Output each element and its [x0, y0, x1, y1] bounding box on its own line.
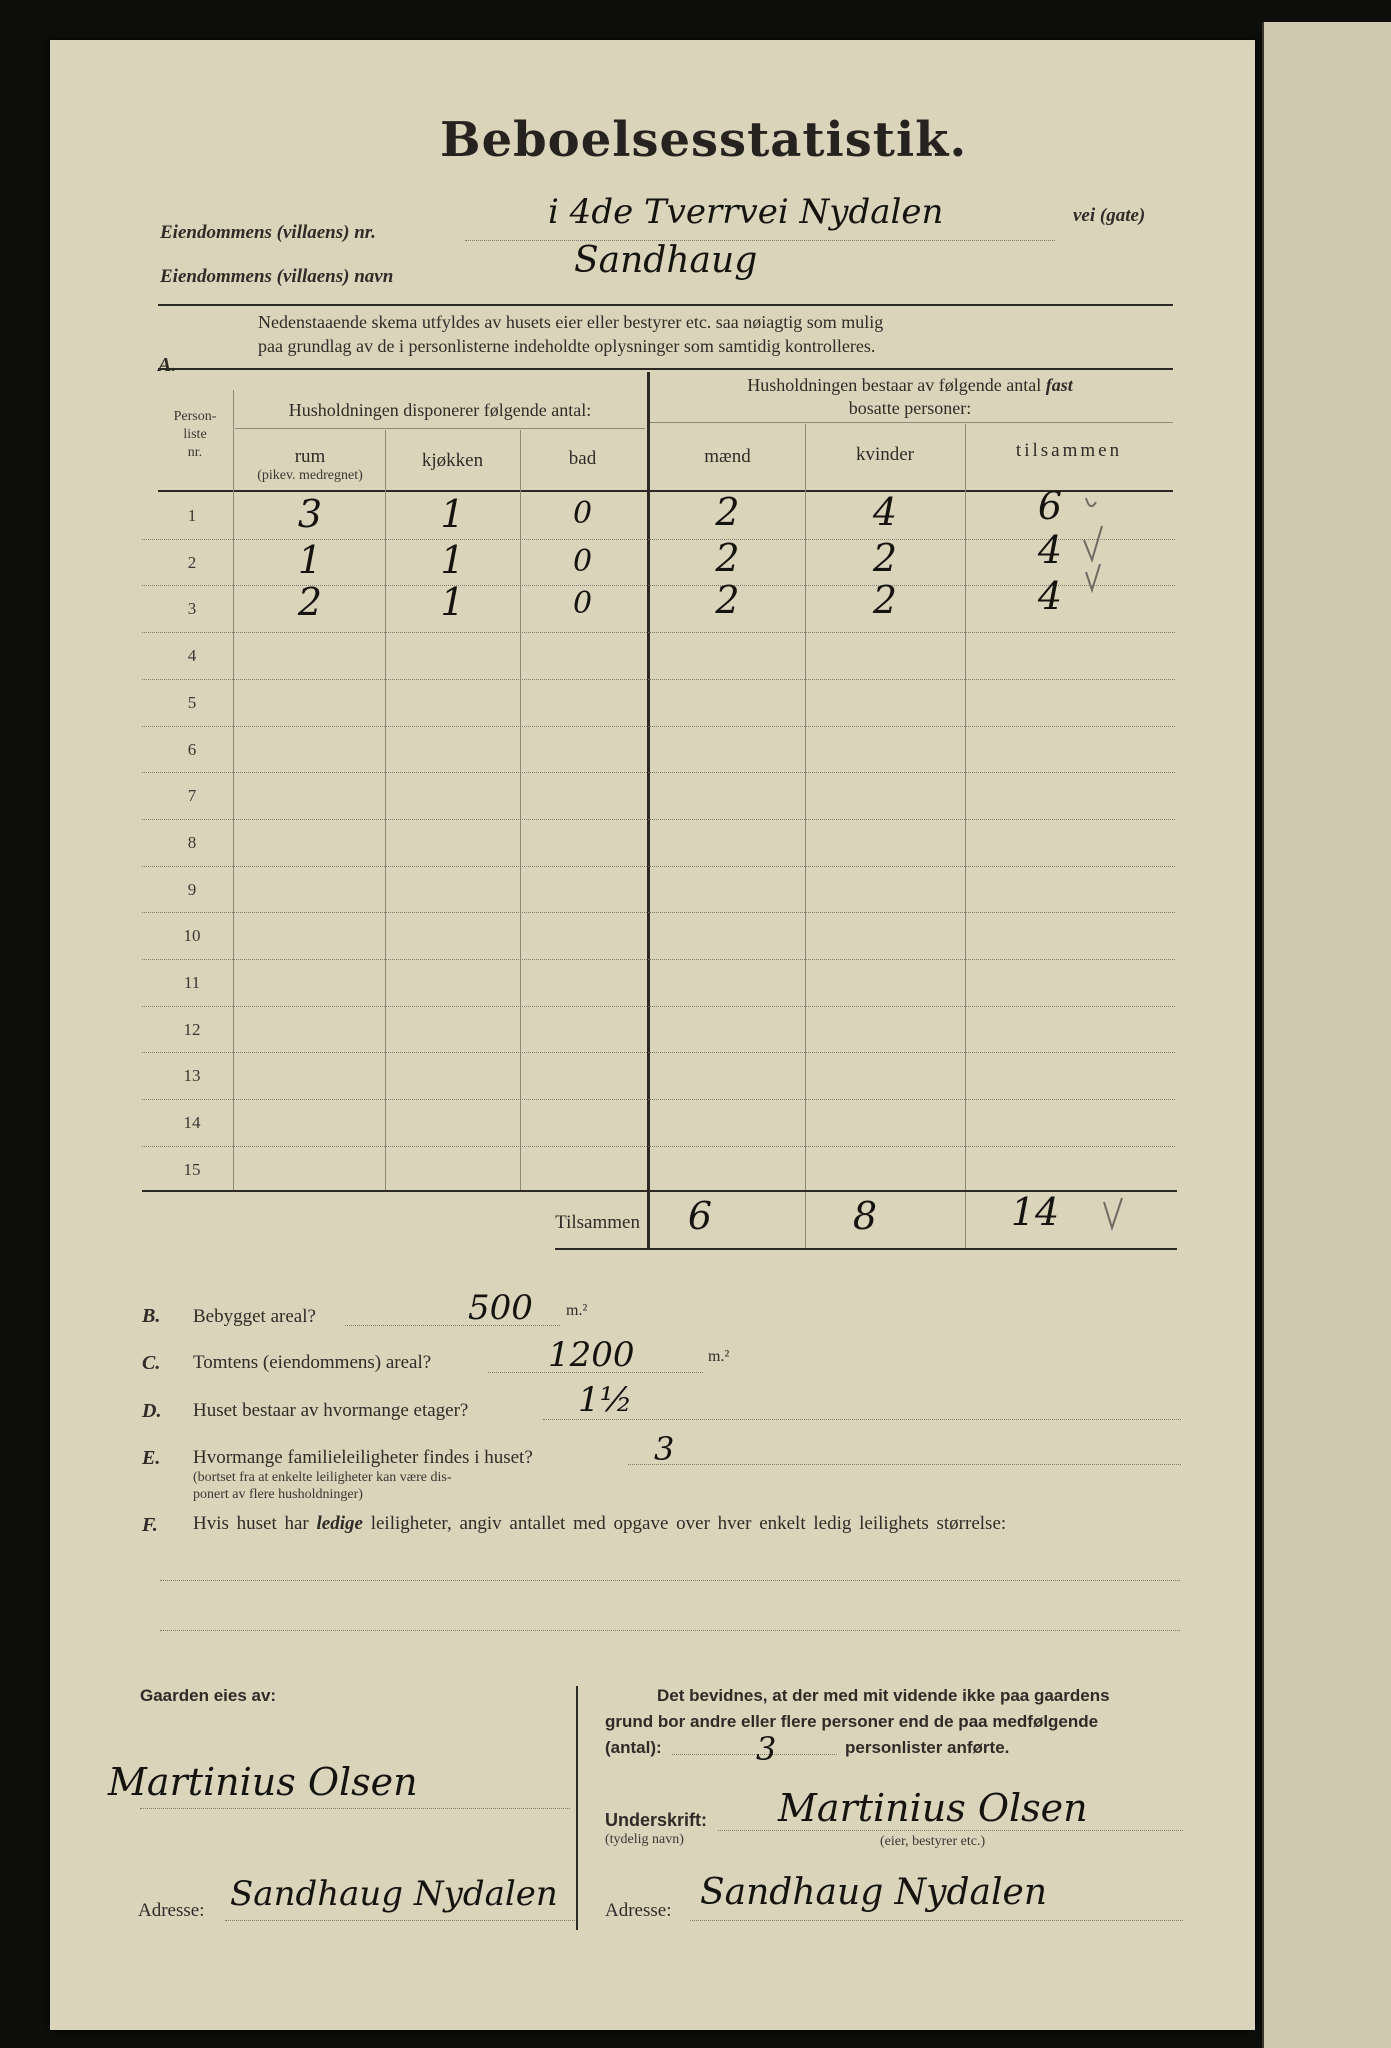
row3-rum: 2 [297, 580, 323, 624]
row1-tilsammen: 6 [1037, 484, 1063, 528]
row-number: 3 [187, 599, 197, 618]
total-tilsammen: 14 [1010, 1190, 1060, 1234]
row3-kjokken: 1 [440, 580, 465, 624]
property-number-line [465, 240, 1055, 241]
section-b-letter: B. [142, 1305, 161, 1327]
section-b-unit: m.² [566, 1302, 588, 1319]
col-maend: mænd [704, 446, 751, 467]
underskrift-label: Underskrift: [605, 1810, 708, 1830]
section-e-note-1: (bortset fra at enkelte leiligheter kan være dis- [193, 1470, 452, 1485]
total-checkmark [1100, 1196, 1130, 1236]
col-tilsammen: tilsammen [1015, 440, 1123, 461]
signer-role: (eier, bestyrer etc.) [880, 1834, 986, 1849]
section-e-line [628, 1464, 1181, 1465]
total-kvinder: 8 [852, 1194, 878, 1238]
cert-antal-line [672, 1754, 837, 1755]
section-c-value: 1200 [548, 1335, 635, 1375]
owner-signature: Martinius Olsen [778, 1786, 1088, 1830]
row3-maend: 2 [715, 578, 740, 622]
owner-label: Gaarden eies av: [140, 1686, 277, 1705]
row-number: 7 [187, 786, 197, 805]
section-e-label: Hvormange familieleiligheter findes i huset? [193, 1447, 533, 1468]
owner-name: Martinius Olsen [108, 1760, 418, 1804]
cert-line-3: personlister anførte. [845, 1738, 1010, 1757]
row-number: 9 [187, 880, 197, 899]
section-e-value: 3 [654, 1430, 675, 1468]
totals-label: Tilsammen [555, 1212, 640, 1233]
row-number: 2 [187, 553, 197, 572]
col-person-list-nr [160, 408, 230, 462]
row1-kvinder: 4 [872, 490, 898, 534]
section-a-intro-1: Nedenstaaende skema utfyldes av husets eier eller bestyrer etc. saa nøiagtig som mulig [258, 312, 884, 332]
row3-kvinder: 2 [872, 578, 898, 622]
row-number: 5 [187, 693, 197, 712]
row2-tilsammen: 4 [1037, 528, 1063, 572]
section-f-text-em: ledige [316, 1513, 363, 1534]
cert-address-value: Sandhaug Nydalen [700, 1872, 1048, 1913]
row-number: 4 [187, 646, 197, 665]
owner-address-label: Adresse: [138, 1900, 205, 1921]
section-f-letter: F. [142, 1514, 158, 1536]
row-number: 1 [187, 506, 197, 525]
row1-bad: 0 [572, 496, 593, 531]
cert-line-2: grund bor andre eller flere personer end de paa medfølgende [605, 1712, 1099, 1731]
row2-rum: 1 [297, 538, 323, 582]
row-number: 14 [183, 1113, 201, 1132]
page-title: Beboelsesstatistik. [440, 112, 968, 168]
row-line [142, 1052, 1175, 1053]
section-d-letter: D. [142, 1400, 162, 1422]
row-line [142, 726, 1175, 727]
row1-kjokken: 1 [440, 492, 465, 536]
row2-kvinder: 2 [872, 536, 898, 580]
row-number: 8 [187, 833, 197, 852]
header-rule [158, 304, 1173, 306]
section-f-text [193, 1513, 1006, 1535]
owner-address-line [225, 1920, 575, 1921]
signature-line [718, 1830, 1183, 1831]
section-f-text-a: Hvis huset har [193, 1513, 309, 1534]
row-line [142, 632, 1175, 633]
row-line [142, 819, 1175, 820]
section-b-value: 500 [468, 1288, 533, 1328]
cert-antal-value: 3 [756, 1730, 777, 1768]
group-disposes-header: Husholdningen disponerer følgende antal: [288, 400, 592, 420]
section-f-text-b: leiligheter, angiv antallet med opgave over hver enkelt ledig leilighets størrelse: [370, 1513, 1007, 1534]
section-d-label: Huset bestaar av hvormange etager? [193, 1400, 469, 1421]
totals-bottom-rule [555, 1248, 1177, 1250]
row-line [142, 1006, 1175, 1007]
row2-bad: 0 [572, 544, 593, 579]
section-a-rule [158, 368, 1173, 370]
col-kvinder: kvinder [855, 444, 915, 465]
group-persons-fast: fast [1045, 375, 1073, 395]
row-number: 11 [183, 973, 201, 992]
row-number: 13 [183, 1066, 201, 1085]
property-number-label: Eiendommens (villaens) nr. [160, 222, 376, 243]
section-c-label: Tomtens (eiendommens) areal? [193, 1352, 432, 1373]
owner-address-value: Sandhaug Nydalen [230, 1874, 558, 1914]
group-persons-text: Husholdningen bestaar av følgende antal [747, 375, 1042, 395]
col-nr-line-1: Person- [173, 409, 217, 424]
row1-maend: 2 [715, 490, 740, 534]
total-maend: 6 [687, 1194, 713, 1238]
col-bad: bad [568, 448, 597, 469]
row-number: 12 [183, 1020, 201, 1039]
row1-rum: 3 [297, 492, 323, 536]
pencil-checkmarks [1080, 490, 1130, 600]
row-line [142, 959, 1175, 960]
section-a-letter: A. [158, 354, 177, 376]
cert-address-line [690, 1920, 1183, 1921]
property-name-label: Eiendommens (villaens) navn [160, 266, 394, 287]
col-rum-sub: (pikev. medregnet) [257, 468, 363, 483]
underskrift-sub: (tydelig navn) [605, 1832, 684, 1847]
section-f-line-1 [160, 1580, 1180, 1581]
group-persons-header-2: bosatte personer: [848, 398, 972, 418]
section-f-line-2 [160, 1630, 1180, 1631]
cert-line-1: Det bevidnes, at der med mit vidende ikke paa gaardens [657, 1686, 1110, 1705]
group-persons-header [650, 375, 1170, 396]
row-line [142, 679, 1175, 680]
property-name-value: Sandhaug [574, 240, 758, 281]
row2-kjokken: 1 [440, 538, 465, 582]
row-number: 6 [187, 740, 197, 759]
row3-tilsammen: 4 [1037, 574, 1063, 618]
row-line [142, 1146, 1175, 1147]
row-line [142, 912, 1175, 913]
row3-bad: 0 [572, 586, 593, 621]
col-nr-line-2: liste [183, 427, 207, 442]
grid-v-1 [233, 390, 234, 1190]
section-c-letter: C. [142, 1352, 161, 1374]
row-line [142, 1099, 1175, 1100]
section-e-letter: E. [142, 1447, 161, 1469]
section-a-intro-2: paa grundlag av de i personlisterne indeholdte oplysninger som samtidig kontrolleres. [258, 336, 876, 356]
group1-underline [235, 428, 645, 429]
owner-name-line [140, 1808, 570, 1809]
row-number: 15 [183, 1160, 201, 1179]
row-line [142, 772, 1175, 773]
section-e-note-2: ponert av flere husholdninger) [193, 1487, 363, 1502]
section-d-value: 1½ [578, 1380, 633, 1420]
col-nr-line-3: nr. [187, 445, 203, 460]
road-label: vei (gate) [1073, 205, 1146, 226]
bottom-divider [576, 1686, 578, 1930]
section-c-unit: m.² [708, 1348, 730, 1365]
cert-antal-label: (antal): [605, 1738, 662, 1757]
property-number-value: i 4de Tverrvei Nydalen [548, 192, 944, 232]
section-d-line [543, 1419, 1181, 1420]
group2-underline [650, 422, 1173, 423]
row-number: 10 [183, 926, 201, 945]
col-kjokken: kjøkken [421, 450, 484, 471]
section-b-label: Bebygget areal? [193, 1306, 316, 1327]
col-rum: rum [294, 446, 326, 467]
next-page-edge [1262, 22, 1391, 2048]
row2-maend: 2 [715, 536, 740, 580]
cert-address-label: Adresse: [605, 1900, 672, 1921]
row-line [142, 866, 1175, 867]
